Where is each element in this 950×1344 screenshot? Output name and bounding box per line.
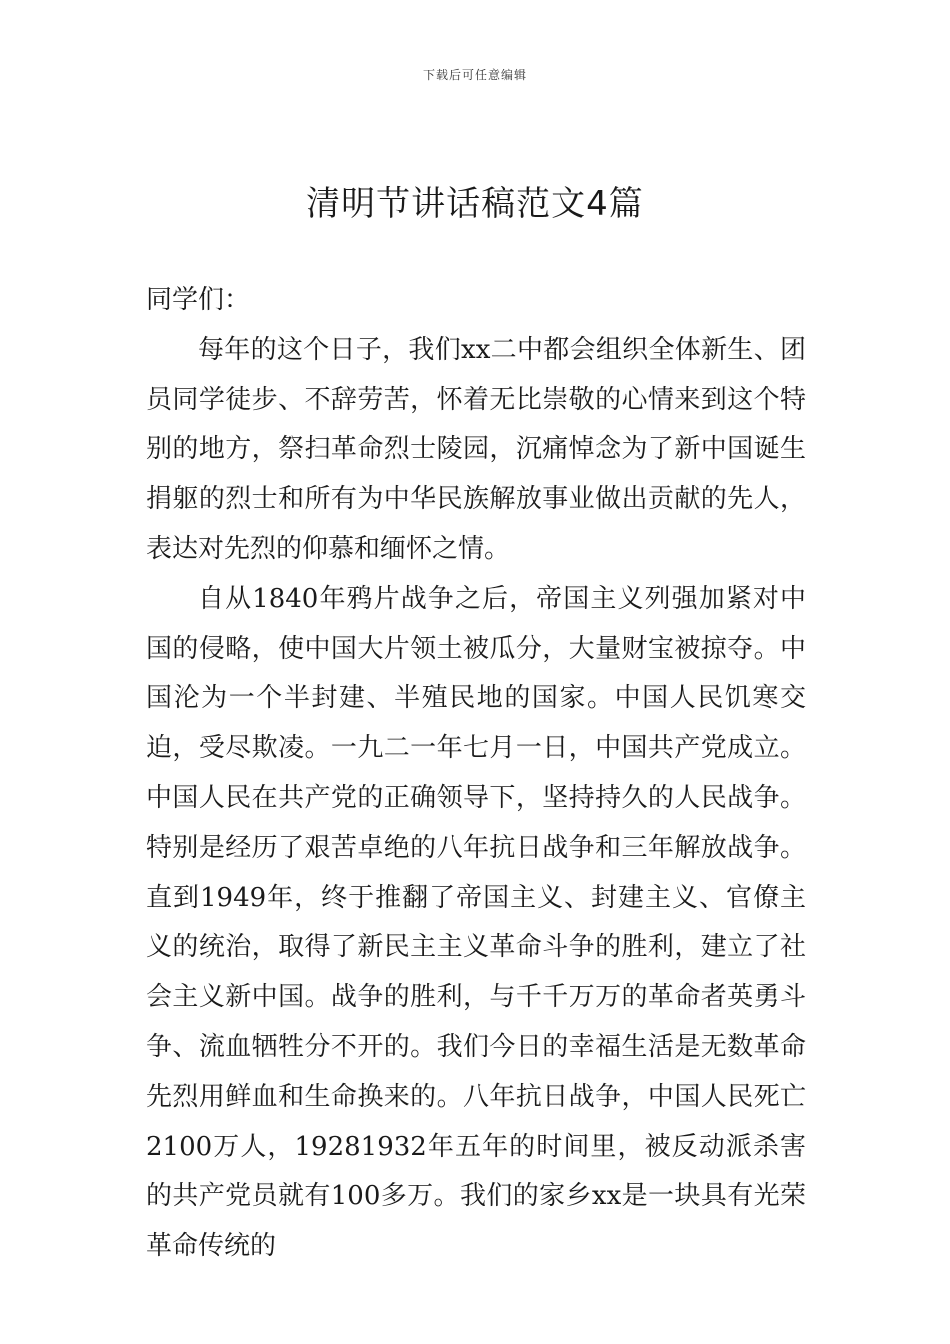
salutation: 同学们：	[146, 285, 251, 315]
document-body	[146, 276, 806, 1272]
paragraph-1: 每年的这个日子，我们xx二中都会组织全体新生、团员同学徒步、不辞劳苦，怀着无比崇敬的心情来到这个特别的地方，祭扫革命烈士陵园，沉痛悼念为了新中国诞生捐躯的烈士和所有为中华民族解放事业做出贡献的先人，表达对先烈的仰慕和缅怀之情。	[146, 334, 806, 564]
document-title: 清明节讲话稿范文4篇	[306, 184, 644, 224]
header-note: 下载后可任意编辑	[422, 68, 527, 82]
paragraph-2: 自从1840年鸦片战争之后，帝国主义列强加紧对中国的侵略，使中国大片领土被瓜分，大量财宝被掠夺。中国沦为一个半封建、半殖民地的国家。中国人民饥寒交迫，受尽欺凌。一九二一年七月一日，中国共产党成立。中国人民在共产党的正确领导下，坚持持久的人民战争。特别是经历了艰苦卓绝的八年抗日战争和三年解放战争。直到1949年，终于推翻了帝国主义、封建主义、官僚主义的统治，取得了新民主主义革命斗争的胜利，建立了社会主义新中国。战争的胜利，与千千万万的革命者英勇斗争、流血牺牲分不开的。我们今日的幸福生活是无数革命先烈用鲜血和生命换来的。八年抗日战争，中国人民死亡2100万人，19281932年五年的时间里，被反动派杀害的共产党员就有100多万。我们的家乡xx是一块具有光荣革命传统的	[146, 583, 806, 1262]
